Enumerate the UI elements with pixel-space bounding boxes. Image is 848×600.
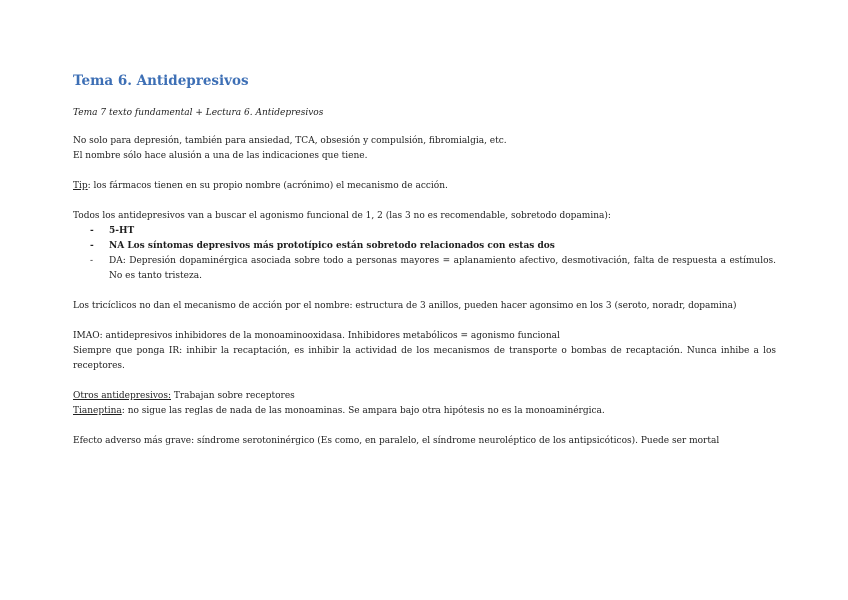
list-item: - DA: Depresión dopaminérgica asociada sobre todo a personas mayores = aplanamiento afectivo, desmotivación, falta de respuesta a estímulos. No es tanto tristeza. xyxy=(73,254,776,284)
tip-text: : los fármacos tienen en su propio nombre (acrónimo) el mecanismo de acción. xyxy=(87,181,448,191)
tip-paragraph xyxy=(73,179,776,194)
efecto-adverso-paragraph: Efecto adverso más grave: síndrome serotoninérgico (Es como, en paralelo, el síndrome neuroléptico de los antipsicóticos). Puede ser mortal xyxy=(73,436,720,446)
list-item: - NA Los síntomas depresivos más prototípico están sobretodo relacionados con estas dos xyxy=(73,239,776,254)
triciclicos-paragraph: Los tricíclicos no dan el mecanismo de acción por el nombre: estructura de 3 anillos, pueden hacer agonsimo en los 3 (seroto, noradr, dopamina) xyxy=(73,301,737,311)
tianeptina-label: Tianeptina xyxy=(73,406,122,416)
intro-line-1: No solo para depresión, también para ansiedad, TCA, obsesión y compulsión, fibromialgia, etc. xyxy=(73,136,507,146)
tianeptina-paragraph xyxy=(73,404,776,419)
tip-label: Tip xyxy=(73,181,88,191)
document-title: Tema 6. Antidepresivos xyxy=(73,73,249,89)
agonism-intro: Todos los antidepresivos van a buscar el agonismo funcional de 1, 2 (las 3 no es recomendable, sobretodo dopamina): xyxy=(73,211,611,221)
intro-line-2: El nombre sólo hace alusión a una de las indicaciones que tiene. xyxy=(73,151,368,161)
document-page xyxy=(73,70,776,449)
otros-paragraph xyxy=(73,389,776,404)
document-subtitle: Tema 7 texto fundamental + Lectura 6. Antidepresivos xyxy=(73,108,324,118)
list-item: - 5-HT xyxy=(73,224,776,239)
tianeptina-text: : no sigue las reglas de nada de las monoaminas. Se ampara bajo otra hipótesis no es la monoaminérgica. xyxy=(121,406,605,416)
ir-paragraph: Siempre que ponga IR: inhibir la recaptación, es inhibir la actividad de los mecanismos de transporte o bombas de recaptación. Nunca inhibe a los receptores. xyxy=(73,346,776,371)
otros-text: Trabajan sobre receptores xyxy=(170,391,295,401)
otros-label: Otros antidepresivos: xyxy=(73,391,171,401)
imao-paragraph: IMAO: antidepresivos inhibidores de la monoaminooxidasa. Inhibidores metabólicos = agonismo funcional xyxy=(73,331,560,341)
neurotransmitter-list xyxy=(73,224,776,284)
